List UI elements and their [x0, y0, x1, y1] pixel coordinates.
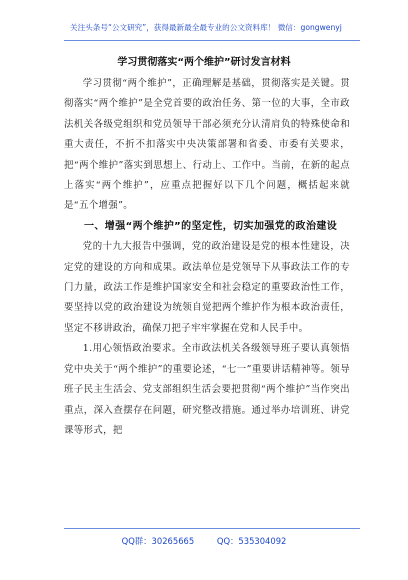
document-title: 学习贯彻落实“两个维护”研讨发言材料	[117, 57, 291, 68]
footer-divider	[64, 528, 360, 529]
footer-qq: QQ：535304092	[216, 536, 287, 546]
section-1-paragraph: 党的十九大报告中强调，党的政治建设是党的根本性建设，决定党的建设的方向和成果。政法单位是党领导下从事政法工作的专门力量，政法工作是维护国家安全和社会稳定的重要政治性工作，要坚持以党的政治建设为统领自觉把两个维护作为根本政治责任，坚定不移讲政治，确保刀把子牢牢掌握在党和人民手中。	[64, 241, 350, 334]
document-body	[64, 74, 350, 441]
footer-qq-group: QQ群：30265665	[121, 536, 195, 546]
footer	[0, 535, 408, 547]
header-banner: 关注头条号“公文研究”，获得最新最全最专业的公文资料库！ 微信：gongwenyj	[70, 23, 342, 32]
section-heading-1: 一、增强“两个维护”的坚定性，切实加强党的政治建设	[84, 220, 338, 232]
section-1-item-1-paragraph: 1.用心领悟政治要求。全市政法机关各级领导班子要认真领悟党中央关于“两个维护”的重要论述，“七一”重要讲话精神等。领导班子民主生活会、党支部组织生活会要把贯彻“两个维护”当作突出重点，深入查摆存在问题，研究整改措施。通过举办培训班、讲党课等形式，把	[64, 343, 350, 436]
header-divider	[64, 40, 360, 41]
intro-paragraph: 学习贯彻“两个维护”，正确理解是基础，贯彻落实是关键。贯彻落实“两个维护”是全党首要的政治任务、第一位的大事，全市政法机关各级党组织和党员领导干部必须充分认清肩负的特殊使命和重大责任，不折不扣落实中央决策部署和省委、市委有关要求，把“两个维护”落实到思想上、行动上、工作中。当前，在新的起点上落实“两个维护”，应重点把握好以下几个问题，概括起来就是“五个增强”。	[64, 78, 350, 212]
